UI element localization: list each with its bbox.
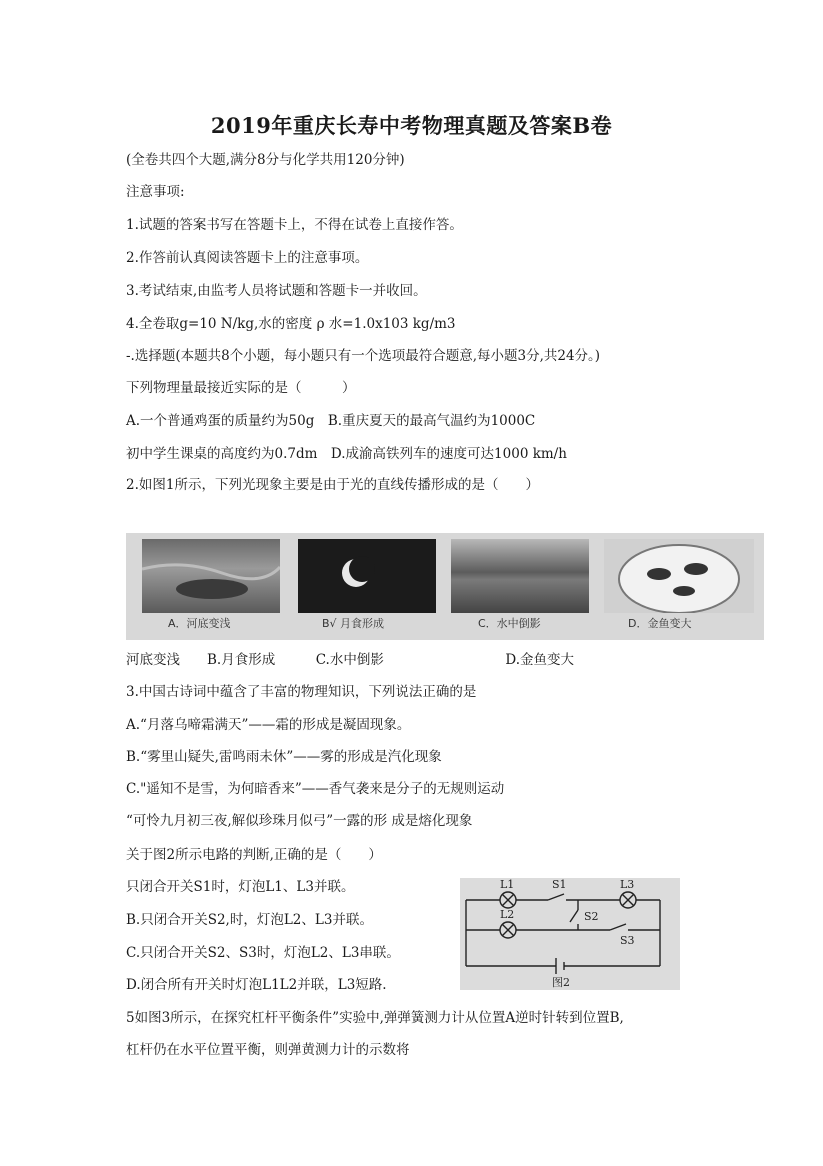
label-s3: S3 (620, 934, 635, 947)
figure-1-caption-b: B√ 月食形成 (322, 617, 385, 630)
question-4-option-b: B.只闭合开关S2,时，灯泡L2、L3并联。 (126, 912, 373, 928)
label-l1: L1 (500, 878, 515, 891)
question-1-options-ab: A.一个普通鸡蛋的质量约为50g B.重庆夏天的最高气温约为1000C (126, 413, 536, 429)
circuit-wires (460, 878, 680, 990)
label-l2: L2 (500, 908, 515, 921)
notice-item-1: 1.试题的答案书写在答题卡上，不得在试卷上直接作答。 (126, 217, 463, 233)
notice-heading: 注意事项: (126, 184, 185, 200)
figure-2-circuit (460, 878, 680, 990)
eclipse-image (298, 539, 436, 613)
figure-1 (126, 533, 764, 640)
question-4: 关于图2所示电路的判断,正确的是（ ） (126, 847, 382, 863)
figure-1-caption-a: A．河底变浅 (168, 617, 231, 630)
question-5: 5如图3所示，在探究杠杆平衡条件”实验中,弹弹簧测力计从位置A逆时针转到位置B, (126, 1010, 624, 1026)
question-3-option-c: C."遥知不是雪，为何暗香来”——香气袭来是分子的无规则运动 (126, 781, 505, 797)
question-3-option-d: “可怜九月初三夜,解似珍珠月似弓”一露的形 成是熔化现象 (126, 813, 473, 829)
question-2: 2.如图1所示，下列光现象主要是由于光的直线传播形成的是（ ） (126, 477, 539, 493)
panel-river-bed (142, 539, 280, 613)
question-3-option-b: B.“雾里山疑失,雷鸣雨未休”——雾的形成是汽化现象 (126, 749, 442, 765)
notice-item-3: 3.考试结束,由监考人员将试题和答题卡一并收回。 (126, 283, 427, 299)
figure-1-caption-d: D．金鱼变大 (628, 617, 692, 630)
question-4-option-d: D.闭合所有开关时灯泡L1L2并联，L3短路. (126, 977, 387, 993)
panel-goldfish (604, 539, 754, 613)
question-1: 下列物理量最接近实际的是（ ） (126, 380, 356, 396)
panel-eclipse (298, 539, 436, 613)
question-3-option-a: A.“月落乌啼霜满天”——霜的形成是凝固现象。 (126, 717, 411, 733)
river-bed-image (142, 539, 280, 613)
goldfish-bowl-image (604, 539, 754, 613)
label-s1: S1 (552, 878, 567, 891)
label-l3: L3 (620, 878, 635, 891)
question-4-option-a: 只闭合开关S1时，灯泡L1、L3并联。 (126, 879, 355, 895)
panel-reflection (451, 539, 589, 613)
question-4-option-c: C.只闭合开关S2、S3时，灯泡L2、L3串联。 (126, 945, 400, 961)
question-1-options-cd: 初中学生课桌的高度约为0.7dm D.成渝高铁列车的速度可达1000 km/h (126, 446, 567, 462)
notice-item-4: 4.全卷取g=10 N/kg,水的密度 ρ 水=1.0x103 kg/m3 (126, 316, 456, 332)
exam-note: (全卷共四个大题,满分8分与化学共用120分钟) (126, 152, 405, 168)
section-heading: -.选择题(本题共8个小题，每小题只有一个选项最符合题意,每小题3分,共24分。) (126, 348, 601, 364)
question-5-continued: 杠杆仍在水平位置平衡，则弹黄测力计的示数将 (126, 1042, 410, 1058)
label-s2: S2 (584, 910, 599, 923)
notice-item-2: 2.作答前认真阅读答题卡上的注意事项。 (126, 250, 369, 266)
figure-1-caption-c: C．水中倒影 (478, 617, 541, 630)
figure-2-caption: 图2 (552, 976, 570, 989)
page-title: 2019年重庆长寿中考物理真题及答案B卷 (210, 113, 613, 138)
question-3: 3.中国古诗词中蕴含了丰富的物理知识，下列说法正确的是 (126, 684, 477, 700)
question-2-options: 河底变浅 B.月食形成 C.水中倒影 D.金鱼变大 (126, 652, 574, 668)
